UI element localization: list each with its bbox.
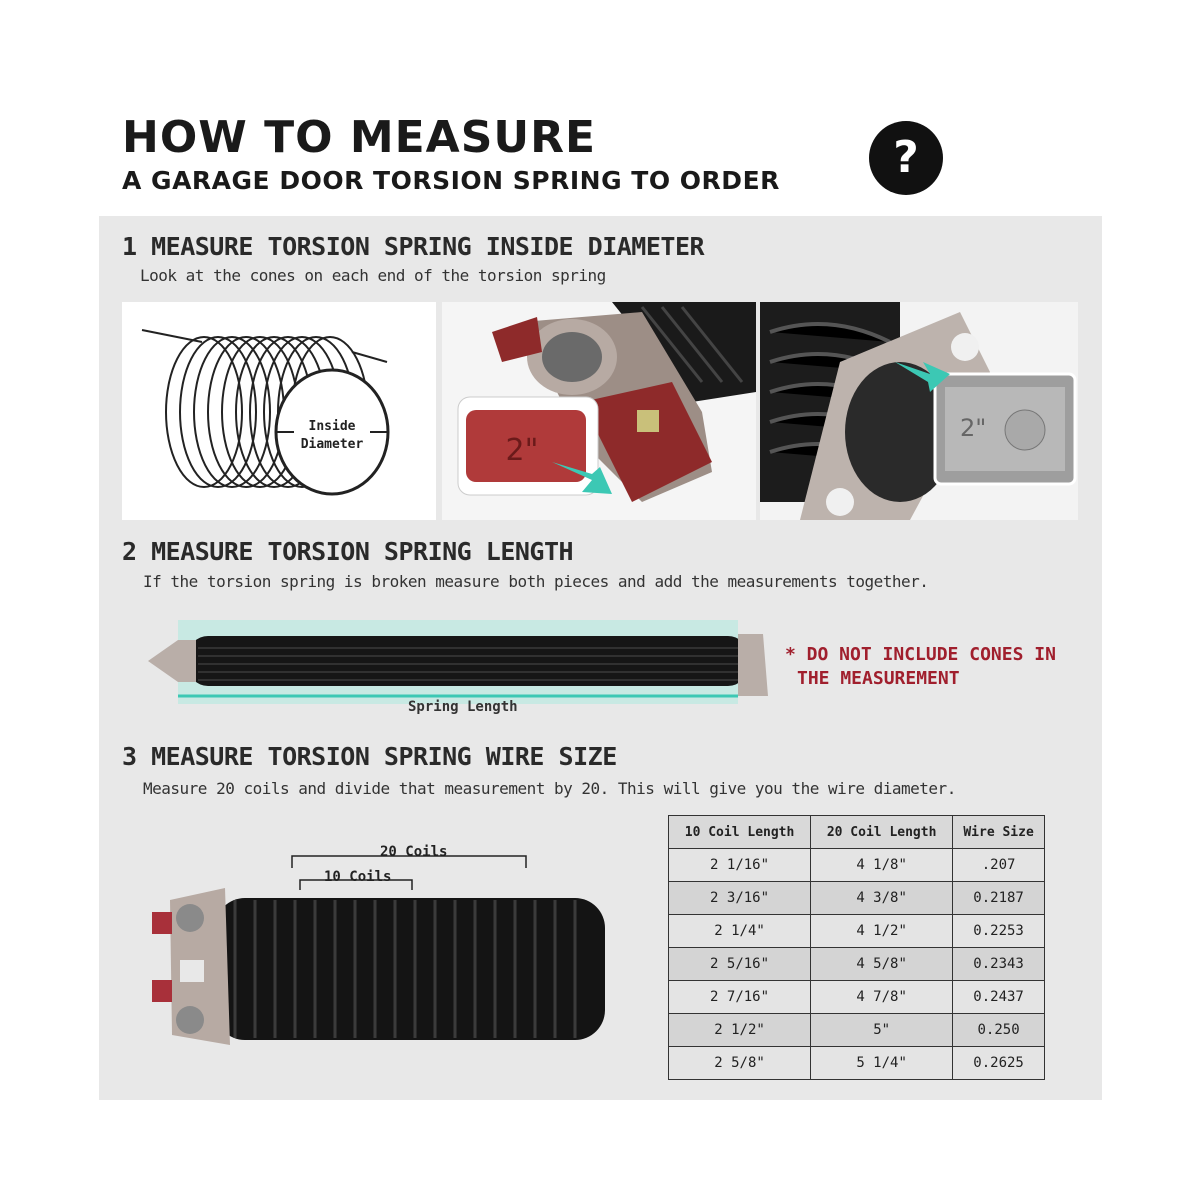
table-row (669, 849, 1045, 882)
cell-wire-size: 0.250 (953, 1014, 1045, 1047)
inside-label-line2: Diameter (300, 437, 364, 452)
cell-20-coil: 4 5/8" (811, 948, 953, 981)
grey-cone-illustration (760, 302, 1078, 520)
cell-wire-size: 0.2437 (953, 981, 1045, 1014)
header-10-coil: 10 Coil Length (669, 816, 811, 849)
cell-20-coil: 5 1/4" (811, 1047, 953, 1080)
inside-label-line1: Inside (308, 419, 356, 434)
cell-10-coil: 2 1/2" (669, 1014, 811, 1047)
cone-warning (785, 643, 1056, 691)
cell-wire-size: 0.2625 (953, 1047, 1045, 1080)
cell-20-coil: 4 1/2" (811, 915, 953, 948)
cone-warning-line2: THE MEASUREMENT (797, 668, 960, 689)
table-row (669, 981, 1045, 1014)
cone-warning-line1: * DO NOT INCLUDE CONES IN (785, 644, 1056, 665)
header-20-coil: 20 Coil Length (811, 816, 953, 849)
step-1-heading: 1 MEASURE TORSION SPRING INSIDE DIAMETER (122, 232, 705, 261)
spring-length-label: Spring Length (408, 699, 518, 715)
red-cone-illustration (442, 302, 756, 520)
cell-10-coil: 2 1/4" (669, 915, 811, 948)
step-3-subtext: Measure 20 coils and divide that measurement by 20. This will give you the wire diameter. (143, 779, 956, 798)
step-1-subtext: Look at the cones on each end of the torsion spring (140, 266, 606, 285)
cell-wire-size: 0.2187 (953, 882, 1045, 915)
cell-20-coil: 4 3/8" (811, 882, 953, 915)
grey-cone-size-mark: 2" (960, 414, 987, 442)
page-title: HOW TO MEASURE (122, 112, 597, 163)
cell-10-coil: 2 5/8" (669, 1047, 811, 1080)
cell-wire-size: 0.2253 (953, 915, 1045, 948)
cone-size-mark: 2" (505, 433, 539, 468)
ten-coils-label: 10 Coils (324, 869, 392, 885)
inside-diameter-diagram (122, 302, 436, 520)
wire-size-table (668, 815, 1045, 1080)
grey-cone-photo (760, 302, 1078, 520)
table-row (669, 882, 1045, 915)
cell-10-coil: 2 3/16" (669, 882, 811, 915)
cell-20-coil: 4 1/8" (811, 849, 953, 882)
coil-sketch (122, 302, 436, 520)
red-cone-photo (442, 302, 756, 520)
header-wire-size: Wire Size (953, 816, 1045, 849)
cell-wire-size: .207 (953, 849, 1045, 882)
step-2-subtext: If the torsion spring is broken measure both pieces and add the measurements together. (143, 572, 929, 591)
page-subtitle: A GARAGE DOOR TORSION SPRING TO ORDER (122, 166, 780, 195)
table-row (669, 915, 1045, 948)
step-3-heading: 3 MEASURE TORSION SPRING WIRE SIZE (122, 742, 617, 771)
table-row (669, 1047, 1045, 1080)
table-row (669, 948, 1045, 981)
cell-10-coil: 2 1/16" (669, 849, 811, 882)
cell-wire-size: 0.2343 (953, 948, 1045, 981)
cell-20-coil: 4 7/8" (811, 981, 953, 1014)
cell-10-coil: 2 5/16" (669, 948, 811, 981)
question-mark-icon: ? (869, 121, 943, 195)
cell-20-coil: 5" (811, 1014, 953, 1047)
step-2-heading: 2 MEASURE TORSION SPRING LENGTH (122, 537, 574, 566)
cell-10-coil: 2 7/16" (669, 981, 811, 1014)
twenty-coils-label: 20 Coils (380, 844, 448, 860)
table-row (669, 1014, 1045, 1047)
table-header-row (669, 816, 1045, 849)
